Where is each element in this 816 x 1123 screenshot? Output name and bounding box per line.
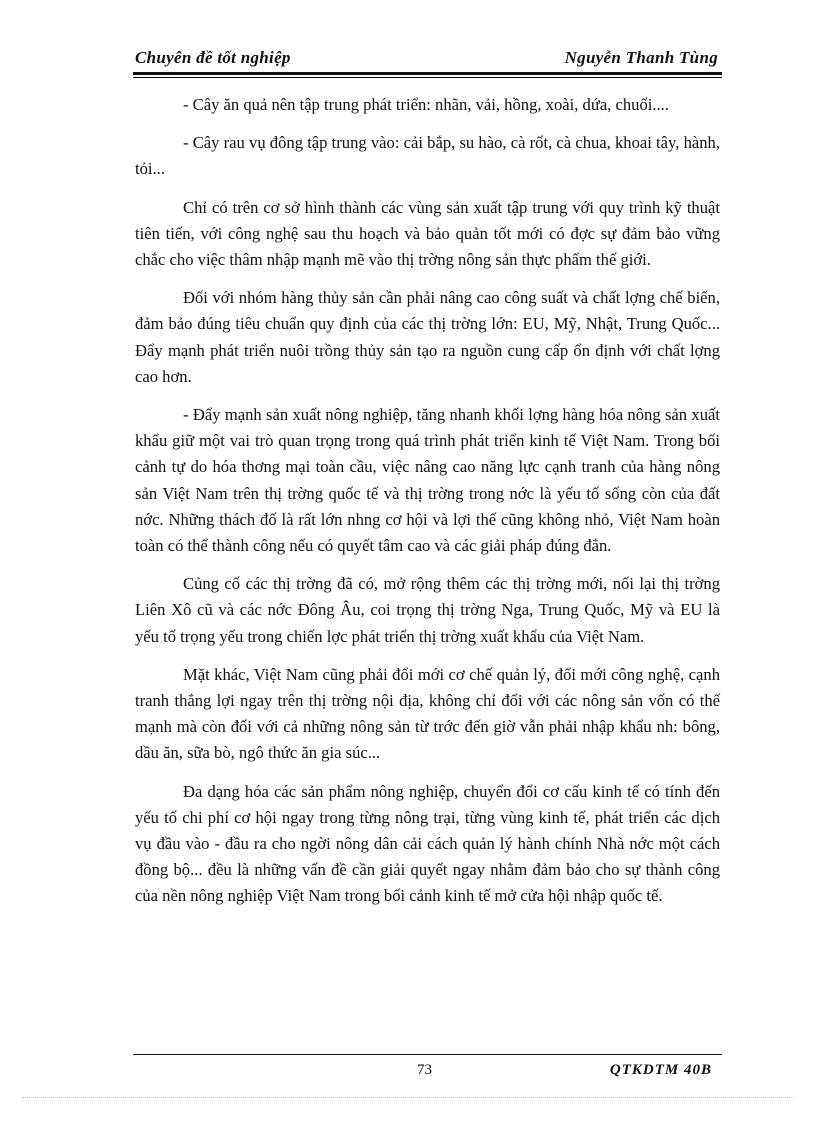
paragraph-fruit-trees: - Cây ăn quả nên tập trung phát triển: nhãn, vải, hồng, xoài, dứa, chuối.... — [183, 95, 669, 114]
header-author-name: Nguyễn Thanh Tùng — [564, 48, 718, 67]
paragraph-seafood: Đối với nhóm hàng thủy sản cần phải nâng cao công suất và chất lợng chế biến, đảm bảo đúng tiêu chuẩn quy định của các thị trờng lớn: EU, Mỹ, Nhật, Trung Quốc... Đẩy mạnh phát triển nuôi trồng thủy sản tạo ra nguồn cung cấp ổn định với chất lợng cao hơn. — [135, 288, 720, 386]
paragraph-market-consolidation: Củng cố các thị trờng đã có, mở rộng thêm các thị trờng mới, nối lại thị trờng Liên Xô cũ và các nớc Đông Âu, coi trọng thị trờng Nga, Trung Quốc, Mỹ và EU là yếu tố trọng yếu trong chiến lợc phát triển thị trờng xuất khẩu của Việt Nam. — [135, 574, 720, 646]
paragraph-production-zones: Chỉ có trên cơ sở hình thành các vùng sản xuất tập trung với quy trình kỹ thuật tiên tiến, với công nghệ sau thu hoạch và bảo quản tốt mới có đợc sự đảm bảo vững chắc cho việc thâm nhập mạnh mẽ vào thị trờng nông sản thực phẩm thế giới. — [135, 197, 720, 270]
header-document-title: Chuyên đề tốt nghiệp — [135, 48, 291, 67]
header-rule-thin — [133, 77, 722, 78]
header-rule-thick — [133, 72, 722, 75]
page-header — [133, 48, 722, 74]
document-body — [135, 92, 720, 922]
paragraph-diversification: Đa dạng hóa các sản phẩm nông nghiệp, chuyển đổi cơ cấu kinh tế có tính đến yếu tố chi phí cơ hội ngay trong từng nông trại, từng vùng kinh tế, phát triển các dịch vụ đầu vào - đầu ra cho ngời nông dân cải cách quản lý hành chính Nhà nớc một cách đồng bộ... đều là những vấn đề cần giải quyết ngay nhằm đảm bảo cho sự thành công của nền nông nghiệp Việt Nam trong bối cảnh kinh tế mở cửa hội nhập quốc tế. — [135, 781, 720, 906]
page-edge-divider — [22, 1097, 794, 1098]
paragraph-management-reform: Mặt khác, Việt Nam cũng phải đổi mới cơ chế quản lý, đổi mới công nghệ, cạnh tranh thắng lợi ngay trên thị trờng nội địa, không chỉ đối với các nông sản vốn có thế mạnh mà còn đối với cả những nông sản từ trớc đến giờ vẫn phải nhập khẩu nh: bông, dầu ăn, sữa bò, ngô thức ăn gia súc... — [135, 664, 720, 763]
page-number: 73 — [417, 1062, 432, 1078]
paragraph-winter-vegetables: - Cây rau vụ đông tập trung vào: cải bắp, su hào, cà rốt, cà chua, khoai tây, hành, tỏi... — [135, 133, 720, 179]
paragraph-agricultural-production: - Đẩy mạnh sản xuất nông nghiệp, tăng nhanh khối lợng hàng hóa nông sản xuất khẩu giữ một vai trò quan trọng trong quá trình phát triển kinh tế Việt Nam. Trong bối cảnh tự do hóa thơng mại toàn cầu, việc nâng cao năng lực cạnh tranh của hàng nông sản Việt Nam trên thị trờng quốc tế và thị trờng trong nớc là yếu tố sống còn của đất nớc. Những thách đố là rất lớn nhng cơ hội và lợi thế cũng không nhỏ, Việt Nam hoàn toàn có thể thành công nếu có quyết tâm cao và các giải pháp đúng đắn. — [135, 405, 720, 556]
footer-rule — [133, 1054, 722, 1055]
footer-class-code: QTKDTM 40B — [609, 1062, 712, 1078]
page-footer — [133, 1054, 722, 1084]
